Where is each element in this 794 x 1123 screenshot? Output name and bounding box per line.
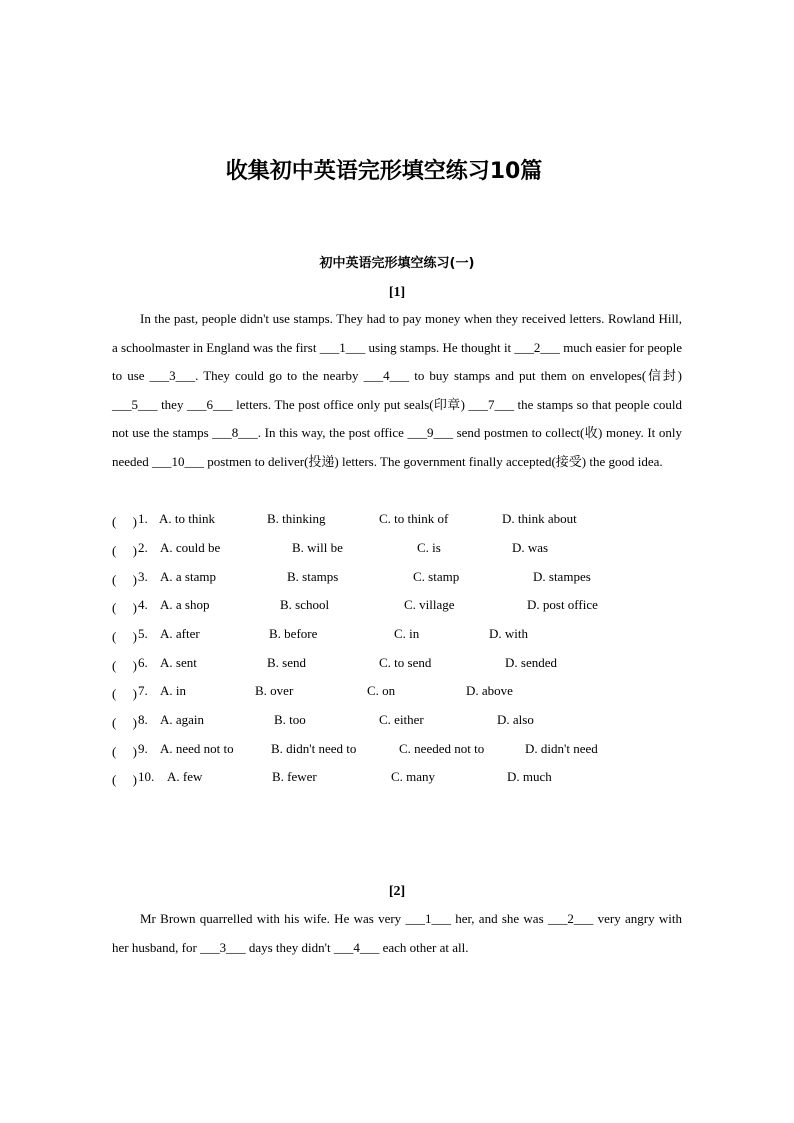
option-b: B. didn't need to <box>271 741 357 756</box>
document-title: 收集初中英语完形填空练习10篇 <box>225 159 543 184</box>
option-c: C. either <box>379 712 424 727</box>
option-d: D. was <box>512 540 549 555</box>
option-b: B. school <box>280 597 330 612</box>
option-c: C. in <box>394 626 420 641</box>
passage-1-body: In the past, people didn't use stamps. They had to pay money when they received letters. Rowland Hill, a schoolmaster in England was the first ___1___ using stamps. He thought it ___2___ much easier for people to use ___3___. They could go to the nearby ___4___ to buy stamps and put them on envelopes(信封) ___5___ they ___6___ letters. The post office only put seals(印章) ___7___ the stamps so that people could not use the stamps ___8___. In this way, the post office ___9___ send postmen to collect(收) money. It only needed ___10___ postmen to deliver(投递) letters. The government finally accepted(接受) the good idea. <box>112 311 682 469</box>
question-row <box>112 769 682 789</box>
answer-blank[interactable]: ( ) <box>112 572 137 587</box>
question-number: 9. <box>138 741 148 756</box>
option-d: D. stampes <box>533 569 591 584</box>
option-b: B. send <box>267 655 306 670</box>
exercise-subtitle: 初中英语完形填空练习(一) <box>319 256 475 271</box>
passage-1-number: [1] <box>388 285 406 300</box>
option-a: A. in <box>160 683 186 698</box>
question-row <box>112 597 682 617</box>
option-c: C. village <box>404 597 455 612</box>
answer-blank[interactable]: ( ) <box>112 686 137 701</box>
option-b: B. over <box>255 683 294 698</box>
question-row <box>112 655 682 675</box>
question-number: 10. <box>138 769 155 784</box>
question-number: 8. <box>138 712 148 727</box>
option-d: D. think about <box>502 511 577 526</box>
option-c: C. is <box>417 540 441 555</box>
option-b: B. thinking <box>267 511 326 526</box>
option-c: C. many <box>391 769 436 784</box>
option-d: D. much <box>507 769 552 784</box>
question-number: 5. <box>138 626 148 641</box>
answer-blank[interactable]: ( ) <box>112 744 137 759</box>
passage-2-number: [2] <box>388 884 406 899</box>
answer-blank[interactable]: ( ) <box>112 715 137 730</box>
option-d: D. didn't need <box>525 741 598 756</box>
question-row <box>112 683 682 703</box>
passage-1-text <box>112 305 682 477</box>
option-d: D. above <box>466 683 513 698</box>
answer-blank[interactable]: ( ) <box>112 543 137 558</box>
option-b: B. too <box>274 712 306 727</box>
option-c: C. to think of <box>379 511 449 526</box>
answer-blank[interactable]: ( ) <box>112 514 137 529</box>
question-row <box>112 712 682 732</box>
option-a: A. sent <box>160 655 197 670</box>
question-number: 1. <box>138 511 148 526</box>
question-row <box>112 569 682 589</box>
option-d: D. sended <box>505 655 557 670</box>
answer-blank[interactable]: ( ) <box>112 658 137 673</box>
passage-2-body: Mr Brown quarrelled with his wife. He was very ___1___ her, and she was ___2___ very angry with her husband, for ___3___ days they didn't ___4___ each other at all. <box>112 911 682 955</box>
option-c: C. stamp <box>413 569 460 584</box>
option-d: D. with <box>489 626 528 641</box>
option-c: C. needed not to <box>399 741 485 756</box>
option-c: C. to send <box>379 655 432 670</box>
option-b: B. before <box>269 626 318 641</box>
option-b: B. fewer <box>272 769 317 784</box>
option-a: A. again <box>160 712 205 727</box>
answer-blank[interactable]: ( ) <box>112 629 137 644</box>
option-d: D. also <box>497 712 534 727</box>
option-a: A. after <box>160 626 200 641</box>
option-a: A. could be <box>160 540 221 555</box>
question-row <box>112 626 682 646</box>
option-a: A. to think <box>159 511 215 526</box>
option-a: A. need not to <box>160 741 234 756</box>
answer-blank[interactable]: ( ) <box>112 772 137 787</box>
question-number: 4. <box>138 597 148 612</box>
question-number: 7. <box>138 683 148 698</box>
question-row <box>112 741 682 761</box>
option-b: B. will be <box>292 540 343 555</box>
question-number: 3. <box>138 569 148 584</box>
passage-2-text <box>112 905 682 962</box>
question-number: 2. <box>138 540 148 555</box>
option-d: D. post office <box>527 597 598 612</box>
question-number: 6. <box>138 655 148 670</box>
option-a: A. a shop <box>160 597 210 612</box>
option-b: B. stamps <box>287 569 339 584</box>
option-a: A. few <box>167 769 203 784</box>
question-row <box>112 540 682 560</box>
option-c: C. on <box>367 683 396 698</box>
option-a: A. a stamp <box>160 569 216 584</box>
answer-blank[interactable]: ( ) <box>112 600 137 615</box>
question-row <box>112 511 682 531</box>
